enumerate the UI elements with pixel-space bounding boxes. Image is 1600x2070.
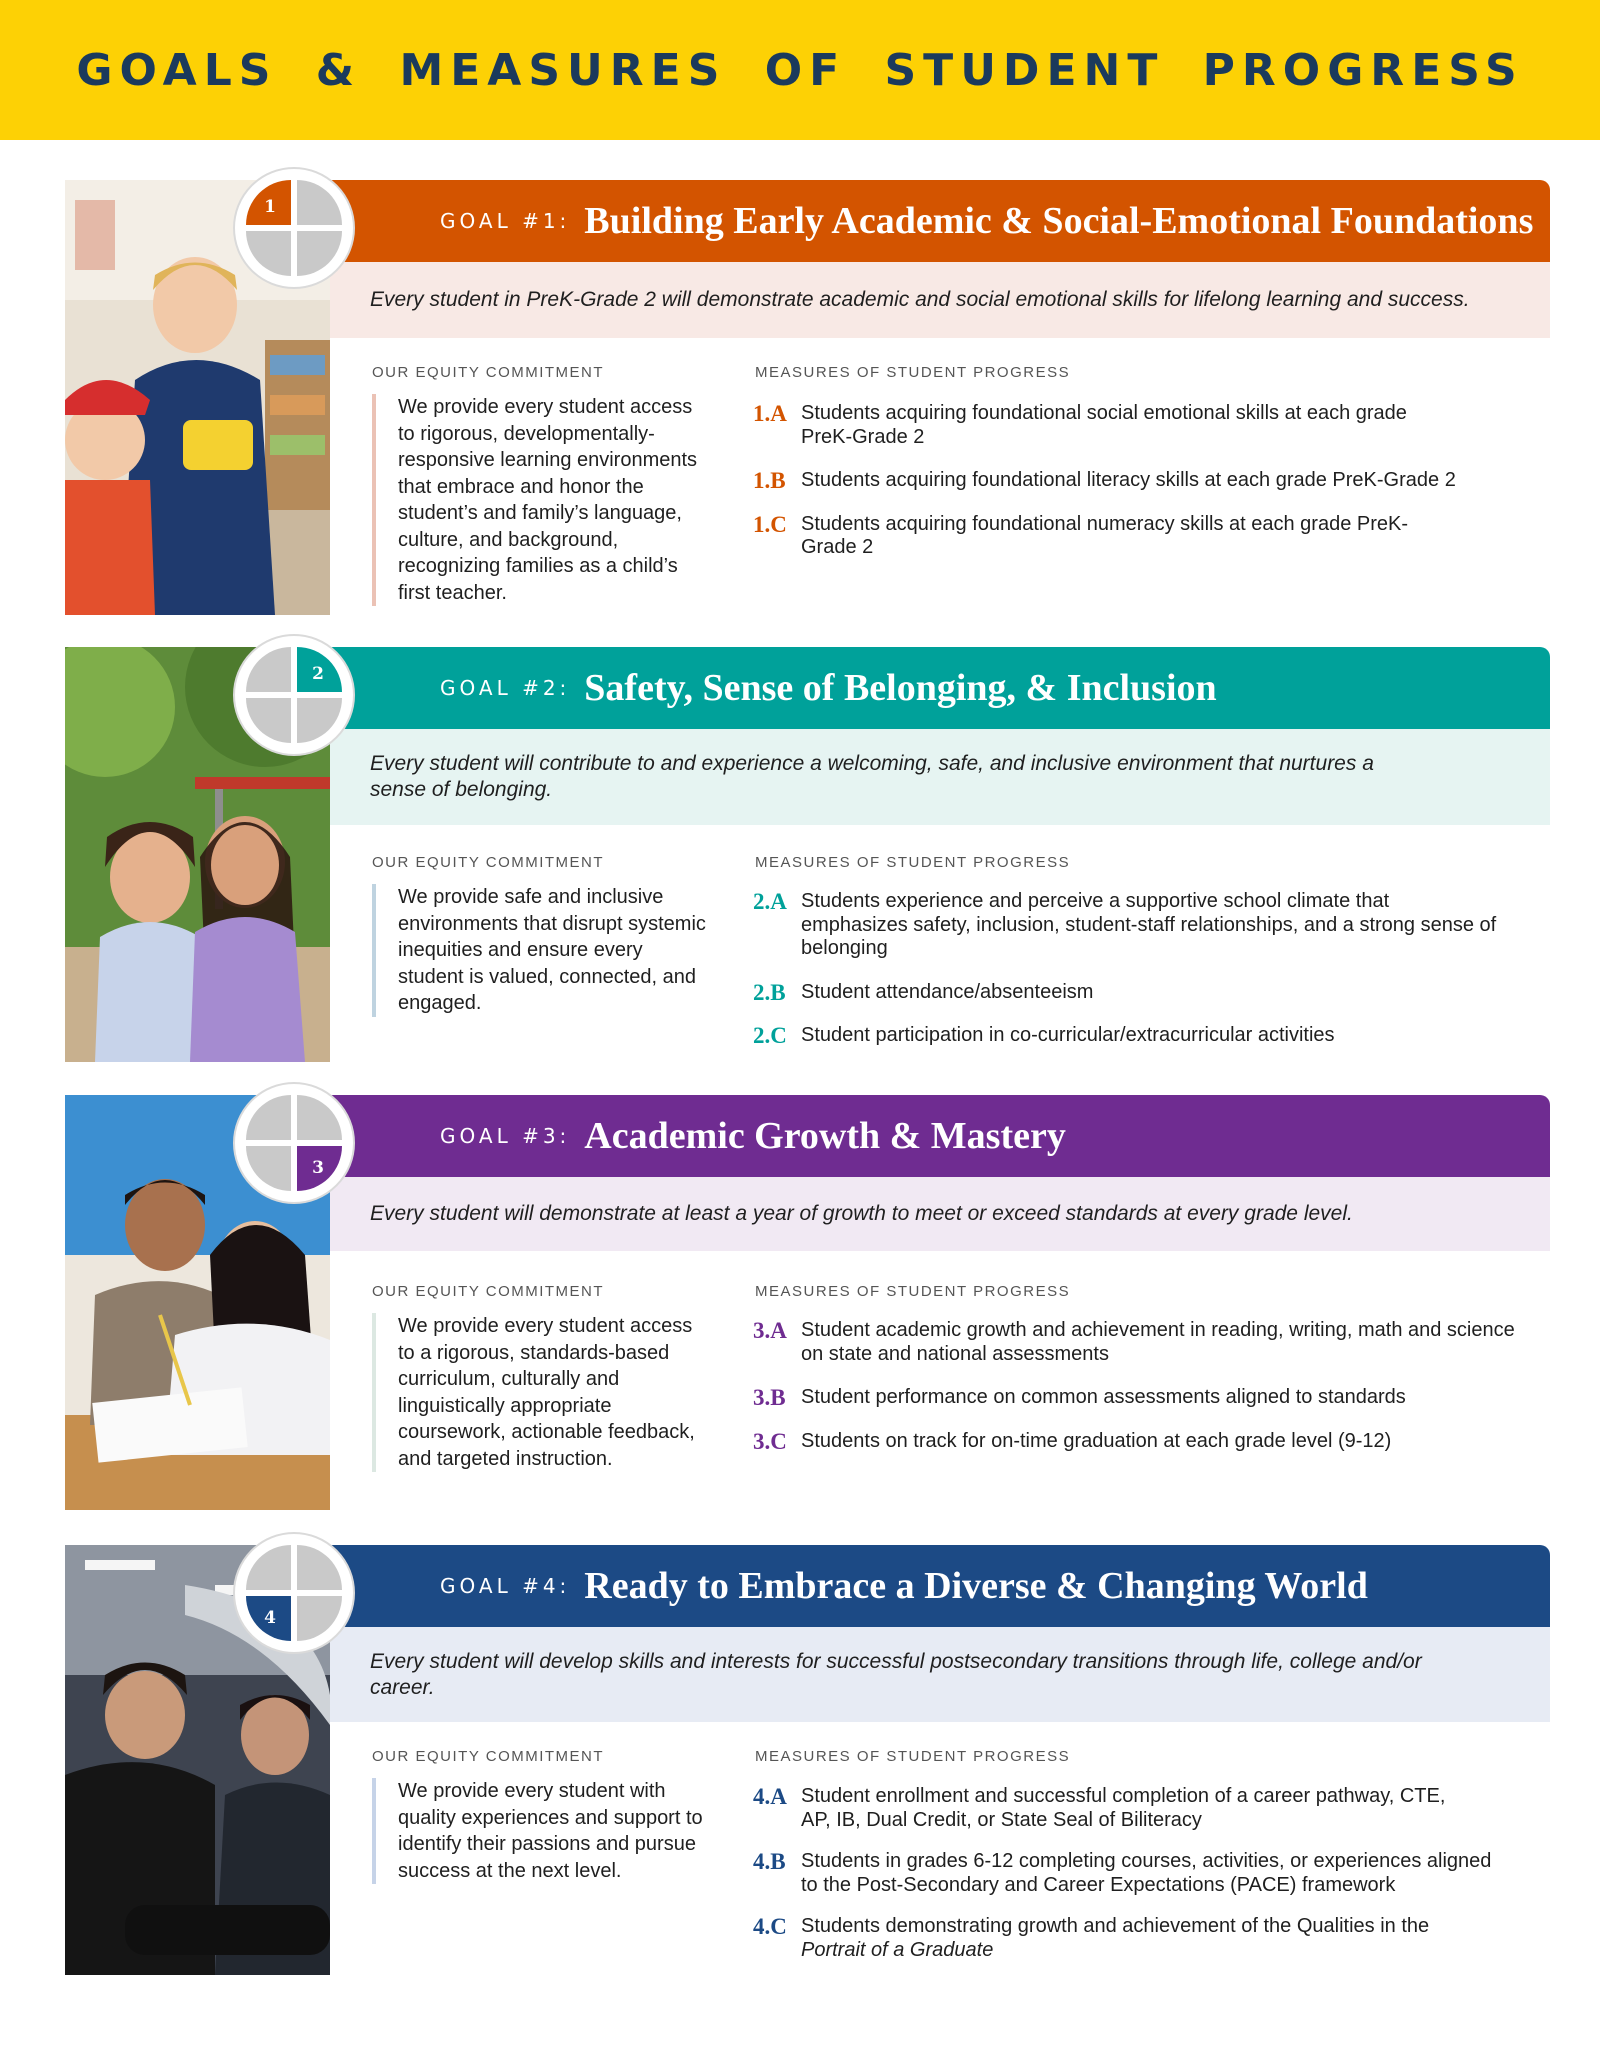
goal-3-badge-icon [232, 1081, 356, 1205]
goal-1-subtitle-band [330, 262, 1550, 338]
goal-1-section [65, 180, 1550, 615]
goal-4-badge-number: 4 [264, 1608, 276, 1628]
measure-code: 3.A [753, 1318, 787, 1343]
goal-3-measures [753, 1319, 1553, 1453]
goal-4-subtitle: Every student will develop skills and interests for successful postsecondary transitions through life, college and/or career. [370, 1649, 1422, 1699]
measure-code: 4.A [753, 1784, 787, 1809]
goal-2-commitment: We provide safe and inclusive environments that disrupt systemic inequities and ensure every student is valued, connected, and engaged. [372, 884, 712, 1017]
goal-3-badge-number: 3 [312, 1158, 324, 1178]
goal-2-badge-icon [232, 633, 356, 757]
goal-2-label: GOAL #2: [440, 676, 571, 700]
goal-3-subtitle: Every student will demonstrate at least a year of growth to meet or exceed standards at every grade level. [370, 1202, 1353, 1225]
measure-code: 1.A [753, 401, 787, 426]
measure-text: Student participation in co-curricular/extracurricular activities [801, 1024, 1335, 1046]
measure-code: 3.B [753, 1385, 786, 1410]
measure-3c [753, 1430, 1553, 1454]
goal-1-equity-label: OUR EQUITY COMMITMENT [372, 364, 605, 381]
goal-4-measures [753, 1785, 1553, 1962]
goal-1-header [330, 180, 1550, 262]
measure-text: Student attendance/absenteeism [801, 980, 1094, 1003]
goal-1-commitment: We provide every student access to rigorous, developmentally-responsive learning environments that embrace and honor the student’s and family’s language, culture, and background, recognizing families as a child’s first teacher. [372, 394, 712, 606]
goal-1-measures-label: MEASURES OF STUDENT PROGRESS [755, 364, 1071, 381]
measure-code: 2.C [753, 1023, 787, 1048]
measure-3b [753, 1386, 1553, 1410]
goal-3-title: Academic Growth & Mastery [584, 1115, 1066, 1157]
measure-4c [753, 1915, 1553, 1962]
goal-1-subtitle: Every student in PreK-Grade 2 will demonstrate academic and social emotional skills for lifelong learning and success. [370, 288, 1470, 311]
title-banner [0, 0, 1600, 140]
goal-2-equity-label: OUR EQUITY COMMITMENT [372, 854, 605, 871]
goal-4-section [65, 1545, 1550, 2045]
goal-2-measures [753, 890, 1553, 1048]
measure-4b [753, 1850, 1553, 1897]
measure-1b [753, 469, 1553, 493]
goal-4-title: Ready to Embrace a Diverse & Changing World [584, 1565, 1368, 1607]
goal-1-label: GOAL #1: [440, 209, 571, 233]
goal-4-header [330, 1545, 1550, 1627]
measure-text: Students experience and perceive a supportive school climate that emphasizes safety, inclusion, student-staff relationships, and a strong sense of belonging [801, 890, 1497, 959]
goal-4-label: GOAL #4: [440, 1574, 571, 1598]
measure-code: 2.A [753, 889, 787, 914]
measure-text: Student performance on common assessments aligned to standards [801, 1386, 1406, 1408]
goal-4-subtitle-band [330, 1627, 1550, 1722]
goal-1-measures [753, 402, 1553, 560]
goal-2-badge-number: 2 [312, 664, 324, 684]
goal-4-badge-icon [232, 1531, 356, 1655]
measure-text: Students acquiring foundational numeracy skills at each grade PreK-Grade 2 [801, 512, 1409, 558]
measure-3a [753, 1319, 1553, 1366]
measure-2a [753, 890, 1553, 961]
goal-2-subtitle: Every student will contribute to and experience a welcoming, safe, and inclusive environment that nurtures a sense of belonging. [370, 752, 1374, 801]
measure-code: 4.B [753, 1849, 786, 1874]
goal-2-measures-label: MEASURES OF STUDENT PROGRESS [755, 854, 1071, 871]
page-title: GOALS & MEASURES OF STUDENT PROGRESS [76, 44, 1524, 96]
measure-text [801, 1915, 1481, 1962]
goal-1-badge-icon [232, 166, 356, 290]
goal-4-equity-label: OUR EQUITY COMMITMENT [372, 1748, 605, 1765]
measure-text: Students on track for on-time graduation at each grade level (9-12) [801, 1429, 1392, 1452]
measure-text: Students in grades 6-12 completing courses, activities, or experiences aligned to the Post-Secondary and Career Expectations (PACE) framework [801, 1850, 1492, 1896]
measure-2c [753, 1024, 1553, 1048]
measure-code: 1.C [753, 511, 787, 537]
goal-1-badge-number: 1 [264, 197, 276, 217]
measure-code: 4.C [753, 1914, 787, 1939]
goal-3-label: GOAL #3: [440, 1124, 571, 1148]
goal-3-measures-label: MEASURES OF STUDENT PROGRESS [755, 1283, 1071, 1300]
measure-text: Students acquiring foundational social emotional skills at each grade PreK-Grade 2 [801, 402, 1407, 448]
measure-2b [753, 981, 1553, 1005]
measure-code: 2.B [753, 979, 786, 1005]
goal-4-commitment: We provide every student with quality experiences and support to identify their passions and pursue success at the next level. [372, 1778, 712, 1884]
goal-2-section [65, 647, 1550, 1062]
goal-2-header [330, 647, 1550, 729]
measure-text: Students acquiring foundational literacy skills at each grade PreK-Grade 2 [801, 469, 1456, 491]
measure-code: 3.C [753, 1428, 787, 1454]
measure-text: Student enrollment and successful completion of a career pathway, CTE, AP, IB, Dual Credit, or State Seal of Biliteracy [801, 1785, 1446, 1831]
portrait-of-a-graduate-text: Portrait of a Graduate [801, 1938, 994, 1961]
measure-1c [753, 513, 1553, 560]
goal-1-title: Building Early Academic & Social-Emotional Foundations [584, 200, 1534, 242]
goal-4-measures-label: MEASURES OF STUDENT PROGRESS [755, 1748, 1071, 1765]
goal-3-equity-label: OUR EQUITY COMMITMENT [372, 1283, 605, 1300]
measure-text-main: Students demonstrating growth and achievement of the Qualities in the [801, 1915, 1430, 1937]
goal-2-subtitle-band [330, 729, 1550, 825]
goal-3-header [330, 1095, 1550, 1177]
goal-3-commitment: We provide every student access to a rigorous, standards-based curriculum, culturally and linguistically appropriate coursework, actionable feedback, and targeted instruction. [372, 1313, 712, 1472]
goal-2-title: Safety, Sense of Belonging, & Inclusion [584, 667, 1217, 709]
goal-3-section [65, 1095, 1550, 1510]
measure-1a [753, 402, 1553, 449]
measure-4a [753, 1785, 1553, 1832]
goal-3-subtitle-band [330, 1177, 1550, 1251]
measure-code: 1.B [753, 468, 786, 493]
measure-text: Student academic growth and achievement in reading, writing, math and science on state and national assessments [801, 1319, 1515, 1365]
